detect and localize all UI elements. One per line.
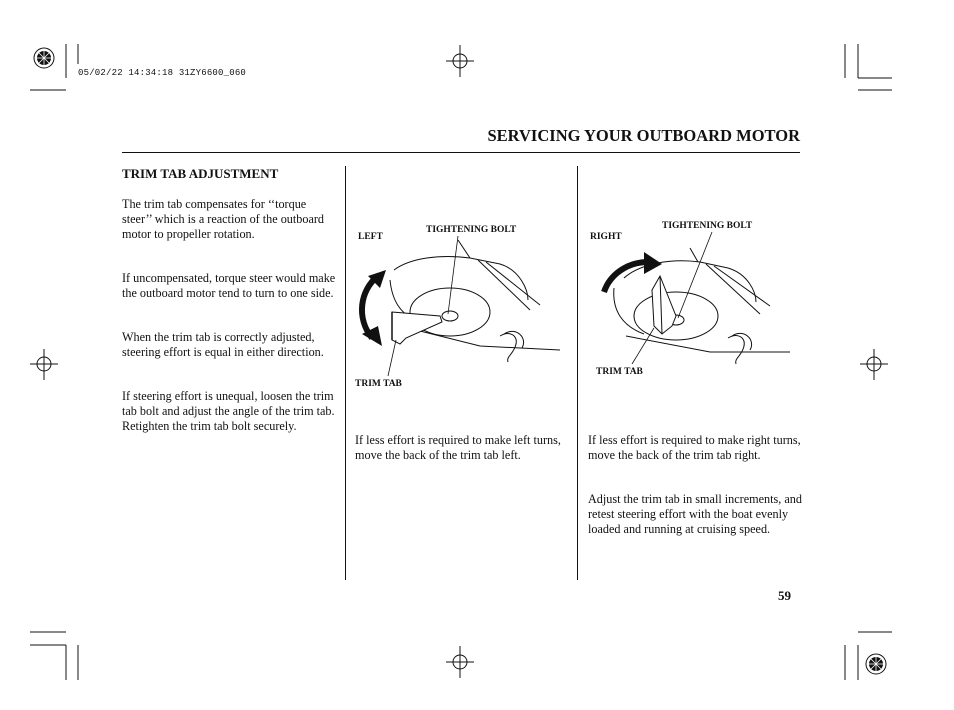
figure-left-caption: If less effort is required to make left turns, move the back of the trim tab left. xyxy=(355,433,561,462)
direction-label-right: RIGHT xyxy=(590,232,622,242)
figure-right-note: Adjust the trim tab in small increments, and retest steering effort with the boat evenly loaded and running at cruising speed. xyxy=(588,492,802,536)
body-paragraph: If uncompensated, torque steer would make the outboard motor tend to turn to one side. xyxy=(122,271,336,300)
page-header-title: SERVICING YOUR OUTBOARD MOTOR xyxy=(487,126,800,145)
print-timestamp: 05/02/22 14:34:18 31ZY6600_060 xyxy=(78,68,247,78)
body-paragraph: The trim tab compensates for ‘‘torque steer’’ which is a reaction of the outboard motor to propeller rotation. xyxy=(122,197,325,241)
section-title: TRIM TAB ADJUSTMENT xyxy=(122,166,279,181)
figure-right-caption: If less effort is required to make right turns, move the back of the trim tab right. xyxy=(588,433,801,462)
body-paragraph: When the trim tab is correctly adjusted, steering effort is equal in either direction. xyxy=(122,330,324,359)
trim-tab-label: TRIM TAB xyxy=(355,379,402,389)
body-paragraph: If steering effort is unequal, loosen the trim tab bolt and adjust the angle of the trim tab. Retighten the trim tab bolt securely. xyxy=(122,389,335,433)
trim-tab-label: TRIM TAB xyxy=(596,367,643,377)
tightening-bolt-label: TIGHTENING BOLT xyxy=(662,221,753,231)
direction-label-left: LEFT xyxy=(358,232,383,242)
tightening-bolt-label: TIGHTENING BOLT xyxy=(426,225,517,235)
page-number: 59 xyxy=(778,588,791,603)
